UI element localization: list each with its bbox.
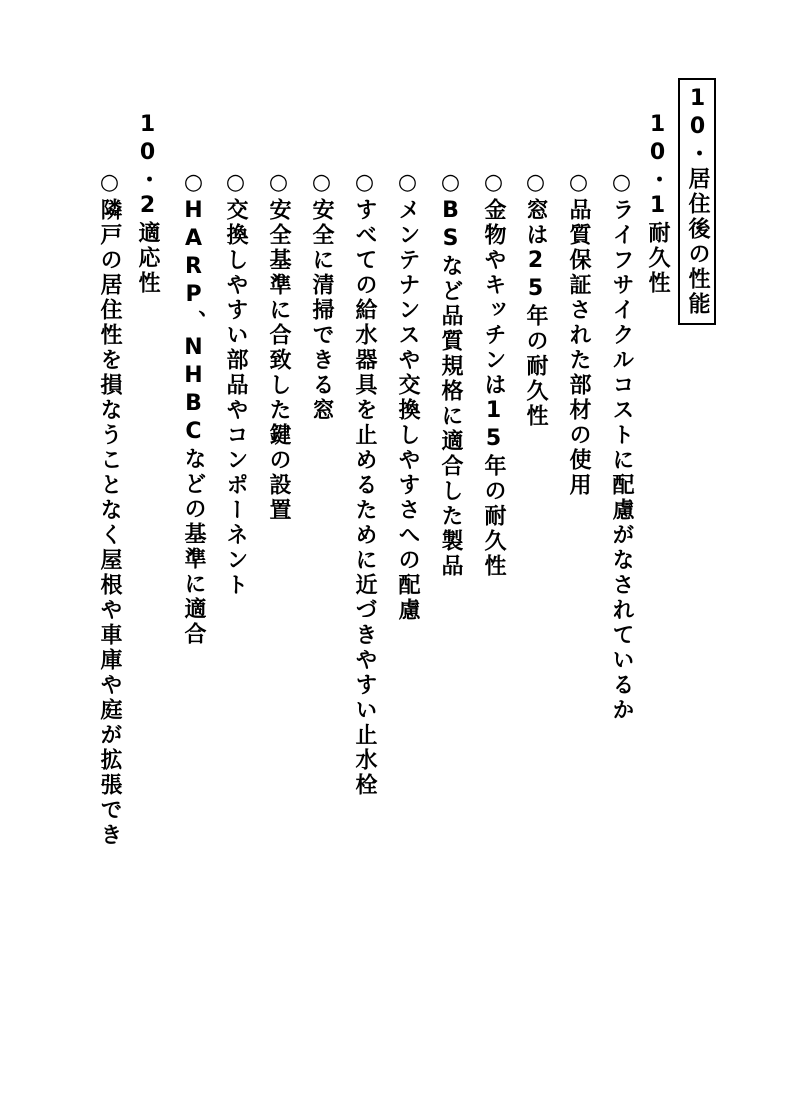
subsection-label: 耐久性: [645, 221, 670, 296]
bullet-circle-icon: ○: [523, 170, 548, 198]
list-item-text: 隣戸の居住性を損なうことなく屋根や車庫や庭が拡張でき: [97, 198, 122, 848]
bullet-circle-icon: ○: [223, 170, 248, 198]
bullet-circle-icon: ○: [395, 170, 420, 198]
list-item-text: 金物やキッチンは15年の耐久性: [481, 198, 506, 579]
bullet-circle-icon: ○: [266, 170, 291, 198]
list-item-text: 安全基準に合致した鍵の設置: [266, 198, 291, 523]
subsection-2-heading: [130, 112, 164, 296]
list-item-text: 品質保証された部材の使用: [566, 198, 591, 498]
bullet-circle-icon: ○: [181, 170, 206, 198]
list-item-text: メンテナンスや交換しやすさへの配慮: [395, 198, 420, 623]
list-item-text: すべての給水器具を止めるために近づきやすい止水栓: [352, 198, 377, 798]
list-item-text: HARP、NHBCなどの基準に適合: [181, 198, 206, 647]
list-item: [84, 170, 126, 848]
bullet-circle-icon: ○: [438, 170, 463, 198]
bullet-circle-icon: ○: [481, 170, 506, 198]
subsection-number: 10・1: [645, 112, 670, 221]
list-item: [339, 170, 381, 798]
list-item: [382, 170, 424, 623]
subsection-1-heading: [640, 112, 674, 296]
subsection-label: 適応性: [135, 221, 160, 296]
bullet-circle-icon: ○: [97, 170, 122, 198]
section-title: 10・居住後の性能: [678, 78, 716, 325]
bullet-circle-icon: ○: [352, 170, 377, 198]
list-item: [168, 170, 210, 647]
bullet-circle-icon: ○: [566, 170, 591, 198]
list-item: [253, 170, 295, 523]
list-item-text: 窓は25年の耐久性: [523, 198, 548, 429]
list-item: [468, 170, 510, 579]
bullet-circle-icon: ○: [609, 170, 634, 198]
list-item-text: 交換しやすい部品やコンポーネント: [223, 198, 248, 598]
list-item: [296, 170, 338, 423]
list-item: [553, 170, 595, 498]
bullet-circle-icon: ○: [309, 170, 334, 198]
list-item-text: 安全に清掃できる窓: [309, 198, 334, 423]
list-item: [510, 170, 552, 429]
subsection-number: 10・2: [135, 112, 160, 221]
list-item-text: BSなど品質規格に適合した製品: [438, 198, 463, 579]
list-item: [596, 170, 638, 723]
list-item-text: ライフサイクルコストに配慮がなされているか: [609, 198, 634, 723]
list-item: [425, 170, 467, 579]
list-item: [210, 170, 252, 598]
